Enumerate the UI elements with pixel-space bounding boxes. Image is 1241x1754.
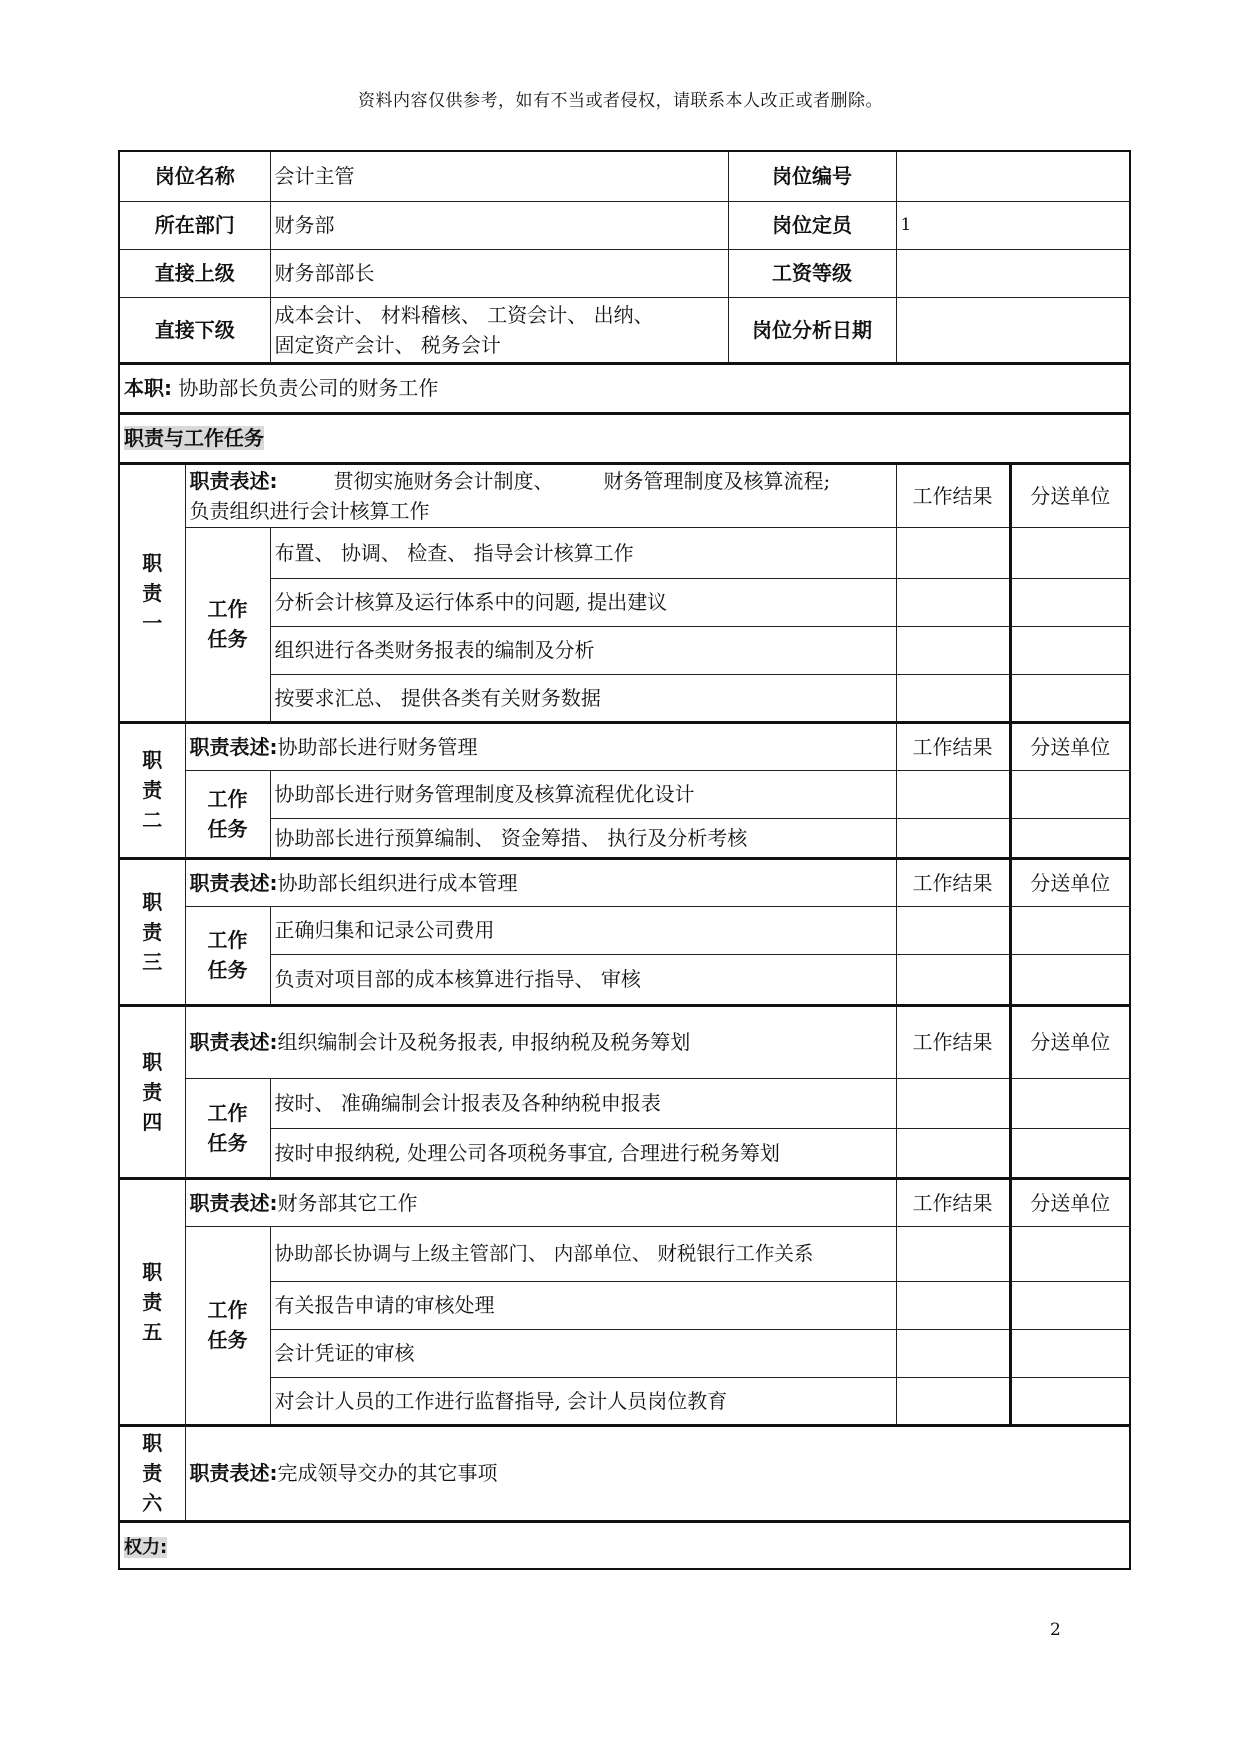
duty-1-result-header: 工作结果: [896, 463, 1010, 527]
duty-4-task-row-2: [119, 1128, 1130, 1178]
duty-4-task-row-1: [119, 1078, 1130, 1128]
duty-3-label: 职 责 三: [119, 858, 185, 1005]
duty-1-task-1: 布置、 协调、 检查、 指导会计核算工作: [270, 527, 896, 578]
duty-2-task-row-1: [119, 770, 1130, 818]
header-note: 资料内容仅供参考，如有不当或者侵权，请联系本人改正或者删除。: [358, 91, 883, 111]
duty-1-task-4: 按要求汇总、 提供各类有关财务数据: [270, 674, 896, 722]
duty-5-task-row-4: [119, 1377, 1130, 1425]
headcount-value: 1: [896, 201, 1130, 249]
duty-4-label: 职 责 四: [119, 1005, 185, 1178]
main-duty-label: 本职:: [124, 376, 172, 400]
duty-1-statement: [185, 463, 896, 527]
duty-3-statement: 职责表述:协助部长组织进行成本管理: [185, 858, 896, 906]
duties-heading: 职责与工作任务: [124, 426, 264, 450]
position-code-label: 岗位编号: [728, 151, 896, 201]
subordinate-line-1: 成本会计、 材料稽核、 工资会计、 出纳、: [274, 302, 654, 327]
duty-3-task-1: 正确归集和记录公司费用: [270, 906, 896, 954]
department-value: 财务部: [270, 201, 728, 249]
duty-1-task-1-dispatch: [1010, 527, 1130, 578]
statement-label: 职责表述:: [189, 468, 278, 493]
authority-label: 权力:: [124, 1536, 168, 1558]
duties-heading-cell: [119, 413, 1130, 463]
duty-1-task-row-3: [119, 626, 1130, 674]
superior-label: 直接上级: [119, 249, 270, 297]
duty-4-task-2: 按时申报纳税, 处理公司各项税务事宜, 合理进行税务筹划: [270, 1128, 896, 1178]
duty-2-tasks-label: 工作 任务: [185, 770, 270, 858]
duty-4-dispatch-header: 分送单位: [1010, 1005, 1130, 1078]
duty-1-task-3: 组织进行各类财务报表的编制及分析: [270, 626, 896, 674]
duty-1-tasks-label: 工作 任务: [185, 527, 270, 722]
duty-1-statement-line-2: 负责组织进行会计核算工作: [189, 498, 430, 523]
subordinate-line-2: 固定资产会计、 税务会计: [274, 332, 501, 357]
duty-2-label: 职 责 二: [119, 722, 185, 858]
duty-3-task-row-2: [119, 954, 1130, 1005]
duty-5-label: 职 责 五: [119, 1178, 185, 1425]
duty-2-task-row-2: [119, 818, 1130, 858]
info-row-subordinate: [119, 297, 1130, 363]
superior-value: 财务部部长: [270, 249, 728, 297]
duty-5-task-row-2: [119, 1281, 1130, 1329]
department-label: 所在部门: [119, 201, 270, 249]
duty-4-tasks-label: 工作 任务: [185, 1078, 270, 1178]
duty-6-statement-text: 完成领导交办的其它事项: [277, 1461, 498, 1485]
info-row-position: [119, 151, 1130, 201]
duty-2-statement-text: 协助部长进行财务管理: [277, 734, 478, 759]
duty-1-task-row-4: [119, 674, 1130, 722]
position-name-value: 会计主管: [270, 151, 728, 201]
duty-2-task-2: 协助部长进行预算编制、 资金筹措、 执行及分析考核: [270, 818, 896, 858]
duty-6-statement: 职责表述:完成领导交办的其它事项: [185, 1425, 1130, 1521]
duty-2-dispatch-header: 分送单位: [1010, 722, 1130, 770]
duty-1-label: 职 责 一: [119, 463, 185, 722]
info-row-department: [119, 201, 1130, 249]
duty-1-statement-line-1: 贯彻实施财务会计制度、 财务管理制度及核算流程;: [333, 468, 831, 493]
duty-4-task-1: 按时、 准确编制会计报表及各种纳税申报表: [270, 1078, 896, 1128]
duty-3-statement-row: [119, 858, 1130, 906]
duty-2-result-header: 工作结果: [896, 722, 1010, 770]
duty-6-label: 职 责 六: [119, 1425, 185, 1521]
duty-3-statement-text: 协助部长组织进行成本管理: [277, 870, 518, 895]
duty-1-statement-row: [119, 463, 1130, 527]
page-number: 2: [1050, 1620, 1061, 1640]
authority-row: [119, 1521, 1130, 1569]
duty-5-task-4: 对会计人员的工作进行监督指导, 会计人员岗位教育: [270, 1377, 896, 1425]
duty-1-task-2: 分析会计核算及运行体系中的问题, 提出建议: [270, 578, 896, 626]
headcount-label: 岗位定员: [728, 201, 896, 249]
position-name-label: 岗位名称: [119, 151, 270, 201]
analysis-date-value: [896, 297, 1130, 363]
duty-5-tasks-label: 工作 任务: [185, 1226, 270, 1425]
duty-4-statement-text: 组织编制会计及税务报表, 申报纳税及税务筹划: [277, 1030, 691, 1054]
duty-4-statement-row: [119, 1005, 1130, 1078]
duty-5-dispatch-header: 分送单位: [1010, 1178, 1130, 1226]
duty-2-statement: 职责表述:协助部长进行财务管理: [185, 722, 896, 770]
authority-cell: [119, 1521, 1130, 1569]
duty-1-task-row-2: [119, 578, 1130, 626]
position-code-value: [896, 151, 1130, 201]
info-row-superior: [119, 249, 1130, 297]
duty-5-result-header: 工作结果: [896, 1178, 1010, 1226]
duty-5-statement: 职责表述:财务部其它工作: [185, 1178, 896, 1226]
duty-3-result-header: 工作结果: [896, 858, 1010, 906]
duty-5-statement-text: 财务部其它工作: [277, 1190, 418, 1215]
duty-6-row: [119, 1425, 1130, 1521]
subordinate-label: 直接下级: [119, 297, 270, 363]
duty-1-dispatch-header: 分送单位: [1010, 463, 1130, 527]
duty-4-statement: 职责表述:组织编制会计及税务报表, 申报纳税及税务筹划: [185, 1005, 896, 1078]
analysis-date-label: 岗位分析日期: [728, 297, 896, 363]
main-duty-row: [119, 363, 1130, 413]
duty-3-tasks-label: 工作 任务: [185, 906, 270, 1005]
main-duty-cell: [119, 363, 1130, 413]
duty-4-result-header: 工作结果: [896, 1005, 1010, 1078]
duty-1-task-1-result: [896, 527, 1010, 578]
duty-5-statement-row: [119, 1178, 1130, 1226]
duty-3-task-2: 负责对项目部的成本核算进行指导、 审核: [270, 954, 896, 1005]
main-duty-value: 协助部长负责公司的财务工作: [178, 376, 439, 400]
duty-5-task-row-3: [119, 1329, 1130, 1377]
subordinate-value: [270, 297, 728, 363]
duty-2-task-1: 协助部长进行财务管理制度及核算流程优化设计: [270, 770, 896, 818]
duty-2-statement-row: [119, 722, 1130, 770]
duty-3-task-row-1: [119, 906, 1130, 954]
duty-5-task-2: 有关报告申请的审核处理: [270, 1281, 896, 1329]
duty-5-task-1: 协助部长协调与上级主管部门、 内部单位、 财税银行工作关系: [270, 1226, 896, 1281]
salary-grade-label: 工资等级: [728, 249, 896, 297]
duty-5-task-3: 会计凭证的审核: [270, 1329, 896, 1377]
job-description-table: [118, 150, 1131, 1570]
duty-5-task-row-1: [119, 1226, 1130, 1281]
duties-heading-row: [119, 413, 1130, 463]
salary-grade-value: [896, 249, 1130, 297]
duty-3-dispatch-header: 分送单位: [1010, 858, 1130, 906]
duty-1-task-row-1: [119, 527, 1130, 578]
